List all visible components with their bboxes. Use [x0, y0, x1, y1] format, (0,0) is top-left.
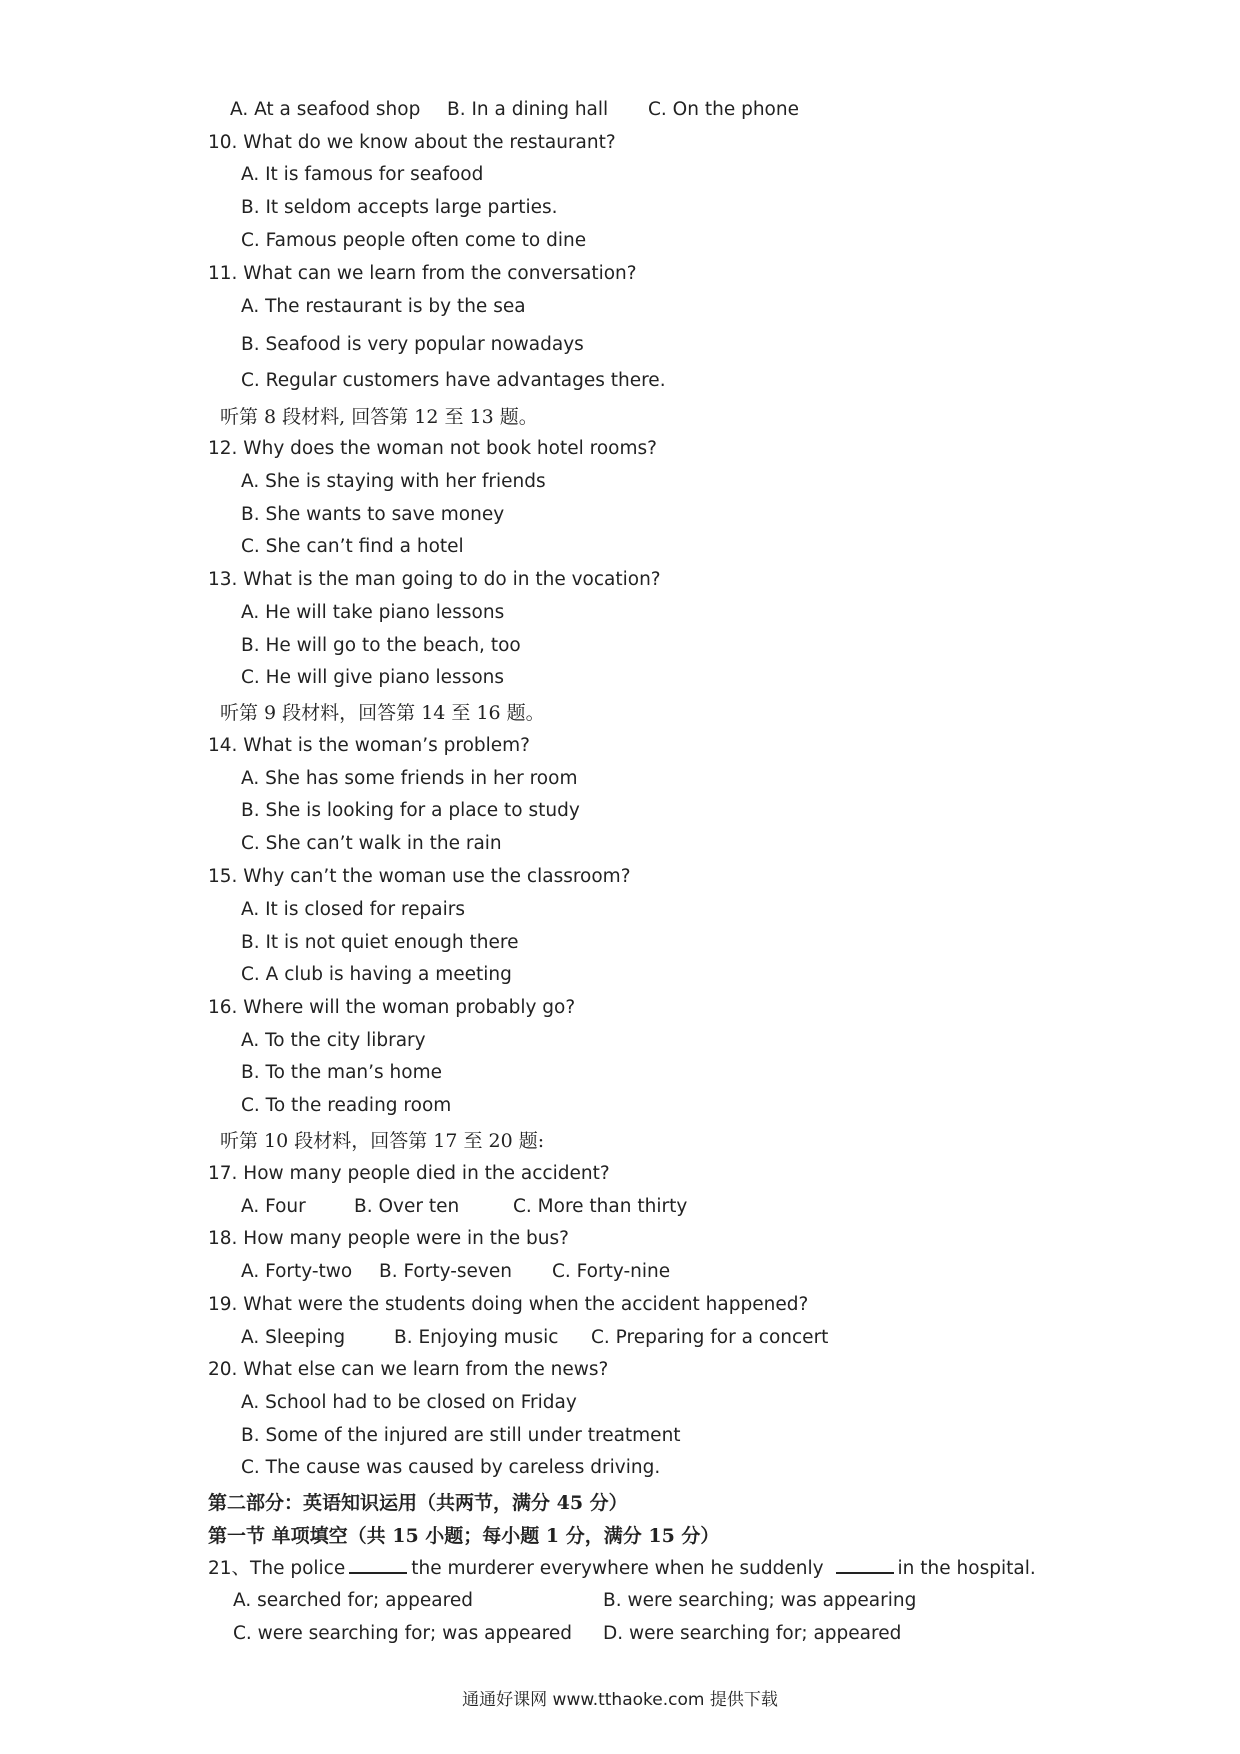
q18-option-c: C. Forty-nine	[552, 1261, 671, 1282]
q20-option-c: C. The cause was caused by careless driving.	[241, 1457, 661, 1478]
section-8-instruction: 听第 8 段材料, 回答第 12 至 13 题。	[220, 406, 538, 428]
page-footer: 通通好课网 www.tthaoke.com 提供下载	[462, 1690, 778, 1710]
q10-stem: 10. What do we know about the restaurant?	[208, 132, 616, 153]
q9-option-b: B. In a dining hall	[447, 99, 609, 120]
q16-option-a: A. To the city library	[241, 1030, 426, 1051]
q21-stem-prefix: 21、The police	[208, 1558, 346, 1579]
q21-blank-2[interactable]	[836, 1556, 894, 1574]
q21-stem	[208, 1556, 1036, 1581]
part-2-section-1-heading: 第一节 单项填空（共 15 小题；每小题 1 分，满分 15 分）	[208, 1525, 720, 1547]
q11-option-c: C. Regular customers have advantages there.	[241, 370, 666, 391]
q21-option-c: C. were searching for; was appeared	[233, 1623, 572, 1644]
q12-stem: 12. Why does the woman not book hotel rooms?	[208, 438, 657, 459]
q13-stem: 13. What is the man going to do in the vocation?	[208, 569, 661, 590]
q17-option-c: C. More than thirty	[513, 1196, 688, 1217]
q10-option-a: A. It is famous for seafood	[241, 164, 484, 185]
q18-option-b: B. Forty-seven	[379, 1261, 512, 1282]
q19-options	[241, 1326, 861, 1350]
q9-option-a: A. At a seafood shop	[230, 99, 421, 120]
q11-option-a: A. The restaurant is by the sea	[241, 296, 526, 317]
q15-option-a: A. It is closed for repairs	[241, 899, 465, 920]
q13-option-a: A. He will take piano lessons	[241, 602, 505, 623]
q20-stem: 20. What else can we learn from the news?	[208, 1359, 609, 1380]
q17-stem: 17. How many people died in the accident?	[208, 1163, 610, 1184]
q21-option-d: D. were searching for; appeared	[603, 1623, 902, 1644]
q9-option-c: C. On the phone	[648, 99, 799, 120]
q12-option-c: C. She can’t find a hotel	[241, 536, 464, 557]
q21-option-b: B. were searching; was appearing	[603, 1590, 917, 1611]
q14-option-b: B. She is looking for a place to study	[241, 800, 580, 821]
q21-stem-middle: the murderer everywhere when he suddenly	[411, 1558, 824, 1579]
q20-option-a: A. School had to be closed on Friday	[241, 1392, 577, 1413]
q14-option-a: A. She has some friends in her room	[241, 768, 578, 789]
section-9-instruction: 听第 9 段材料，回答第 14 至 16 题。	[220, 702, 545, 724]
q19-option-c: C. Preparing for a concert	[591, 1327, 829, 1348]
q10-option-b: B. It seldom accepts large parties.	[241, 197, 558, 218]
q12-option-a: A. She is staying with her friends	[241, 471, 546, 492]
q12-option-b: B. She wants to save money	[241, 504, 505, 525]
q18-options	[241, 1260, 761, 1284]
q18-stem: 18. How many people were in the bus?	[208, 1228, 569, 1249]
q16-option-b: B. To the man’s home	[241, 1062, 442, 1083]
q11-option-b: B. Seafood is very popular nowadays	[241, 334, 584, 355]
q11-stem: 11. What can we learn from the conversation?	[208, 263, 637, 284]
q15-stem: 15. Why can’t the woman use the classroom?	[208, 866, 631, 887]
q14-stem: 14. What is the woman’s problem?	[208, 735, 530, 756]
q15-option-b: B. It is not quiet enough there	[241, 932, 519, 953]
q16-option-c: C. To the reading room	[241, 1095, 452, 1116]
q21-option-a: A. searched for; appeared	[233, 1590, 473, 1611]
q13-option-c: C. He will give piano lessons	[241, 667, 505, 688]
q17-option-b: B. Over ten	[354, 1196, 460, 1217]
q19-option-a: A. Sleeping	[241, 1327, 346, 1348]
q9-options	[230, 98, 799, 122]
q10-option-c: C. Famous people often come to dine	[241, 230, 587, 251]
q17-options	[241, 1195, 761, 1219]
q13-option-b: B. He will go to the beach, too	[241, 635, 521, 656]
q19-option-b: B. Enjoying music	[394, 1327, 559, 1348]
q14-option-c: C. She can’t walk in the rain	[241, 833, 502, 854]
q17-option-a: A. Four	[241, 1196, 306, 1217]
q20-option-b: B. Some of the injured are still under treatment	[241, 1425, 681, 1446]
q21-stem-suffix: in the hospital.	[897, 1558, 1036, 1579]
q16-stem: 16. Where will the woman probably go?	[208, 997, 576, 1018]
q15-option-c: C. A club is having a meeting	[241, 964, 512, 985]
q18-option-a: A. Forty-two	[241, 1261, 353, 1282]
section-10-instruction: 听第 10 段材料，回答第 17 至 20 题:	[220, 1130, 545, 1152]
part-2-title: 第二部分：英语知识运用（共两节，满分 45 分）	[208, 1492, 628, 1514]
q19-stem: 19. What were the students doing when the accident happened?	[208, 1294, 809, 1315]
q21-blank-1[interactable]	[349, 1556, 407, 1574]
